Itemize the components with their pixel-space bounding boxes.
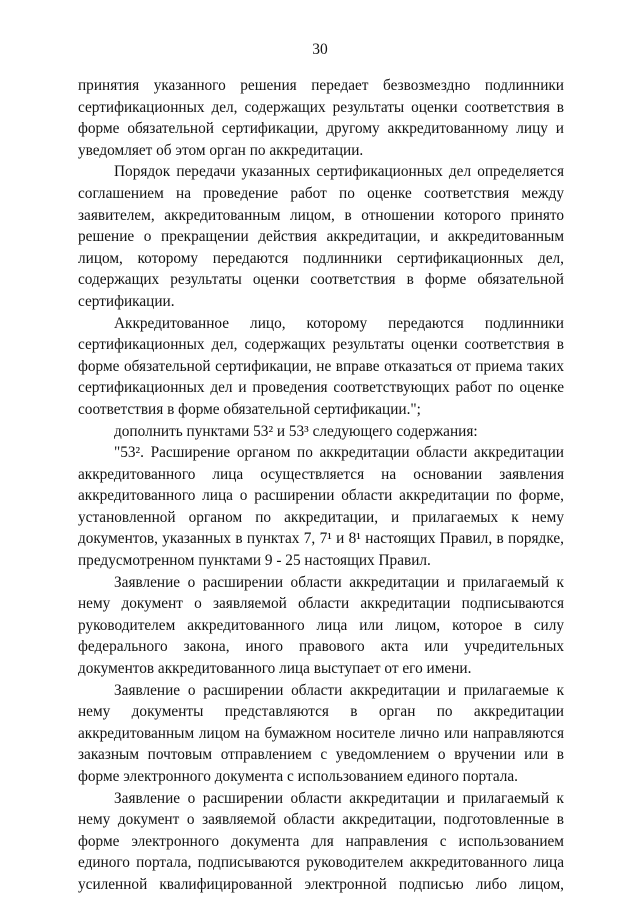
paragraph-4: дополнить пунктами 53² и 53³ следующего содержания: <box>114 422 478 440</box>
paragraph-1: принятия указанного решения передает безвозмездно подлинники сертификационных дел, содержащих результаты оценки соответствия в форме обязательной сертификации, другому аккредитованному лицу и уведомляет об этом орган по аккредитации. <box>78 77 564 159</box>
paragraph-7: Заявление о расширении области аккредитации и прилагаемые к нему документы представляются в орган по аккредитации аккредитованным лицом на бумажном носителе лично или направляются заказным почтовым отправлением с уведомлением о вручении или в форме электронного документа с использованием единого портала. <box>78 681 564 785</box>
paragraph-6: Заявление о расширении области аккредитации и прилагаемый к нему документ о заявляемой области аккредитации подписываются руководителем аккредитованного лица или лицом, которое в силу федерального закона, иного правового акта или учредительных документов аккредитованного лица выступает от его имени. <box>78 573 564 678</box>
document-body <box>78 75 564 896</box>
page-number: 30 <box>312 41 328 58</box>
paragraph-3: Аккредитованное лицо, которому передаются подлинники сертификационных дел, содержащих результаты оценки соответствия в форме обязательной сертификации, не вправе отказаться от приема таких сертификационных дел и проведения соответствующих работ по оценке соответствия в форме обязательной сертификации."; <box>78 314 564 418</box>
paragraph-2: Порядок передачи указанных сертификационных дел определяется соглашением на проведение работ по оценке соответствия между заявителем, аккредитованным лицом, в отношении которого принято решение о прекращении действия аккредитации, и аккредитованным лицом, которому передаются подлинники сертификационных дел, содержащих результаты оценки соответствия в форме обязательной сертификации. <box>78 163 564 310</box>
paragraph-5: "53². Расширение органом по аккредитации области аккредитации аккредитованного лица осуществляется на основании заявления аккредитованного лица о расширении области аккредитации по форме, установленной органом по аккредитации, и прилагаемых к нему документов, указанных в пунктах 7, 7¹ и 8¹ настоящих Правил, в порядке, предусмотренном пунктами 9 - 25 настоящих Правил. <box>78 444 564 570</box>
paragraph-8: Заявление о расширении области аккредитации и прилагаемый к нему документ о заявляемой области аккредитации, подготовленные в форме электронного документа для направления с использованием единого портала, подписываются руководителем аккредитованного лица усиленной квалифицированной электронной подписью либо лицом, <box>78 789 564 893</box>
